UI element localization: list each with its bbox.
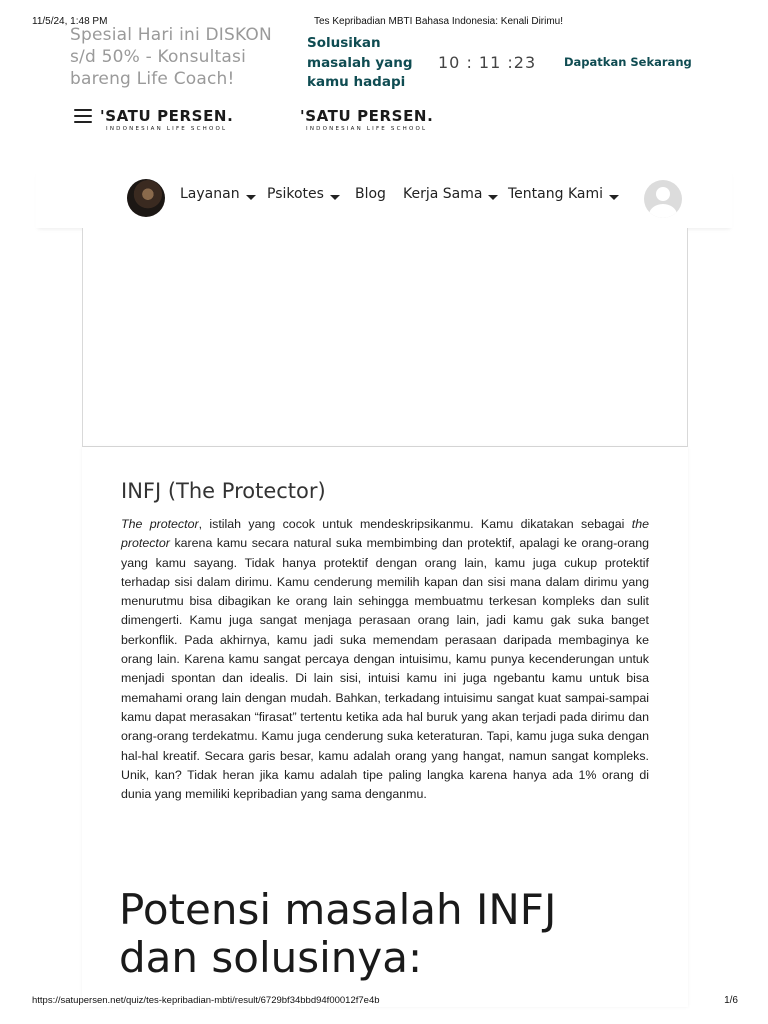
promo-line: bareng Life Coach! [70, 69, 235, 89]
print-page-number: 1/6 [724, 995, 738, 1006]
print-url: https://satupersen.net/quiz/tes-kepribadian-mbti/result/6729bf34bbd94f00012f7e4b [32, 995, 380, 1006]
heading-line: dan solusinya: [119, 933, 423, 982]
countdown-timer: 10 : 11 :23 [438, 53, 537, 72]
promo-subtext [307, 34, 427, 93]
nav-item-psikotes[interactable] [267, 186, 340, 202]
chevron-down-icon [609, 195, 619, 200]
user-account-icon[interactable] [644, 180, 682, 218]
nav-label: Blog [355, 186, 386, 202]
promo-sub-line: kamu hadapi [307, 74, 406, 90]
paragraph-text: karena kamu secara natural suka membimbing dan protektif, apalagi ke orang-orang yang kamu sayang. Tidak hanya protektif dengan orang lain, kamu juga cukup protektif terhadap sisi dalam dirimu. Kamu cenderung memilih kapan dan sisi mana dalam dirimu yang menurutmu bisa dibagikan ke orang lain sehingga membuatmu terkesan kompleks dan sulit dimengerti. Kamu juga sangat menjaga perasaan orang lain, jadi kamu gak suka banget berkonflik. Pada akhirnya, kamu jadi suka memendam perasaan daripada membaginya ke orang lain. Karena kamu sangat percaya dengan intuisimu, kamu punya kecenderungan untuk menjadi spontan dan idealis. Di lain sisi, intuisi kamu ini juga ngebantu kamu untuk bisa memahami orang lain dengan mudah. Bahkan, terkadang intuisimu sangat kuat sampai-sampai kamu dapat merasakan “firasat” tertentu ketika ada hal buruk yang akan terjadi pada dirimu dan orang-orang terdekatmu. Kamu juga cenderung suka keteraturan. Tapi, kamu juga suka dengan hal-hal kreatif. Secara garis besar, kamu adalah orang yang hangat, namun sangat kompleks. Unik, kan? Tidak heran jika kamu adalah tipe paling langka karena hanya ada 1% orang di dunia yang memiliki kepribadian yang sama denganmu. [121, 536, 649, 802]
nav-label: Kerja Sama [403, 186, 483, 202]
hamburger-menu-icon[interactable] [74, 109, 92, 123]
chevron-down-icon [330, 195, 340, 200]
promo-sub-line: Solusikan [307, 35, 381, 51]
emphasis-text: The protector [121, 517, 199, 531]
nav-item-kerja-sama[interactable] [403, 186, 498, 202]
section-title: INFJ (The Protector) [121, 479, 326, 503]
heading-line: Potensi masalah INFJ [119, 885, 557, 934]
print-datetime: 11/5/24, 1:48 PM [32, 16, 108, 27]
potential-problems-heading [119, 886, 639, 982]
ad-placeholder [82, 228, 688, 447]
site-logo[interactable] [100, 107, 233, 132]
logo-tagline: INDONESIAN LIFE SCHOOL [306, 126, 428, 132]
personality-description [121, 515, 649, 804]
promo-line: s/d 50% - Konsultasi [70, 47, 247, 67]
nav-label: Psikotes [267, 186, 324, 202]
paragraph-text: , istilah yang cocok untuk mendeskripsikanmu. Kamu dikatakan sebagai [198, 517, 632, 531]
nav-item-layanan[interactable] [180, 186, 256, 202]
emphasis-text: the protector [121, 517, 649, 551]
logo-tagline: INDONESIAN LIFE SCHOOL [106, 126, 228, 132]
site-logo-secondary[interactable] [300, 107, 433, 132]
get-now-link[interactable]: Dapatkan Sekarang [564, 55, 692, 69]
promo-sub-line: masalah yang [307, 54, 413, 71]
print-page-title: Tes Kepribadian MBTI Bahasa Indonesia: Kenali Dirimu! [314, 16, 564, 27]
chevron-down-icon [488, 195, 498, 200]
profile-photo-avatar[interactable] [127, 179, 165, 217]
logo-wordmark: 'SATU PERSEN. [100, 107, 234, 125]
promo-banner-text [70, 24, 300, 100]
promo-line: Spesial Hari ini DISKON [70, 25, 272, 45]
logo-wordmark: 'SATU PERSEN. [300, 107, 434, 125]
nav-label: Tentang Kami [508, 186, 603, 202]
nav-item-tentang-kami[interactable] [508, 186, 619, 202]
nav-item-blog[interactable] [355, 186, 386, 202]
chevron-down-icon [246, 195, 256, 200]
nav-label: Layanan [180, 186, 240, 202]
